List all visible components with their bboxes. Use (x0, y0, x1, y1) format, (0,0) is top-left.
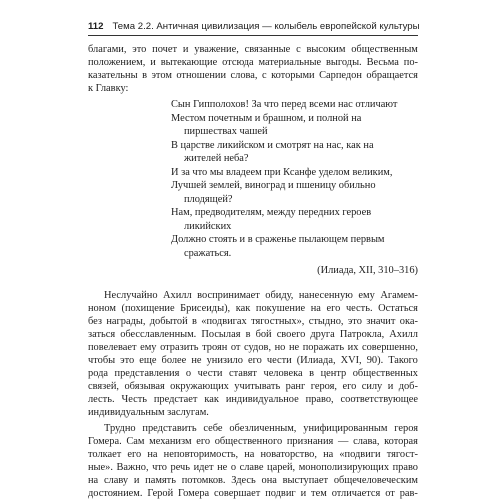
word: тягост- (386, 449, 418, 460)
verse-line: Сын Гипполохов! За что перед всеми нас отличают (171, 99, 398, 110)
text-line (88, 44, 418, 56)
word: обращается (366, 70, 418, 81)
word: ему (140, 342, 157, 353)
word: с (261, 70, 267, 81)
word: Здесь (231, 475, 256, 486)
word: толкает (88, 449, 122, 460)
word: уважение, (194, 44, 239, 55)
verse-line: Должно стоять и в сраженье пылающем первым (171, 234, 385, 245)
text-line: индивидуальным заслугам. (88, 407, 209, 418)
word: идет (193, 462, 214, 473)
word: и (133, 475, 140, 486)
word: подвиг (265, 488, 296, 499)
word: благами, (88, 44, 127, 55)
word: речь (170, 462, 191, 473)
word: казательны (88, 70, 138, 81)
word: это (347, 316, 362, 327)
text-line (104, 423, 418, 435)
verse-line: Лучшей землей, виноград и пшеницу обильно (171, 180, 376, 191)
word: слава, (353, 436, 380, 447)
word: не (288, 342, 300, 353)
word: Важно, (116, 462, 149, 473)
word: Агамем- (380, 290, 418, 301)
word: героя, (310, 381, 338, 392)
word: обесславленным. (120, 329, 197, 340)
verse-line: В царстве ликийском и смотрят на нас, как на (171, 140, 374, 151)
word: Неслучайно (104, 290, 158, 301)
word: Брисеиды), (180, 303, 231, 314)
word: судов, (244, 342, 272, 353)
word: унизило (206, 355, 243, 366)
word: механизм (149, 436, 192, 447)
word: почет (152, 44, 178, 55)
word: силу (361, 381, 383, 392)
word: тем (311, 488, 327, 499)
word: на (88, 475, 99, 486)
word: Трудно (104, 423, 136, 434)
word: без (88, 316, 102, 327)
text-line (88, 57, 418, 69)
word: связанные (244, 44, 291, 55)
word: лесть. (88, 394, 115, 405)
text-line (88, 355, 418, 367)
word: как (204, 394, 219, 405)
word: чести (197, 368, 223, 379)
word: представить (142, 423, 197, 434)
word: троян (202, 342, 228, 353)
word: чести (266, 355, 292, 366)
word: ранг (285, 381, 306, 392)
header-rule (88, 35, 418, 36)
running-header (88, 21, 418, 33)
word: отсюда (222, 57, 254, 68)
verse-line: сражаться. (184, 248, 232, 259)
word: заться (88, 329, 116, 340)
text-line (104, 290, 418, 302)
word: от (230, 342, 241, 353)
verse-line: Местом почетным и брашном, и полной на (171, 113, 362, 124)
word: отразить (160, 342, 199, 353)
word: Ахилл (389, 329, 418, 340)
word: общечеловеческим (333, 475, 418, 486)
word: рав- (399, 488, 418, 499)
word: но (274, 342, 286, 353)
word: нанесенную (298, 290, 353, 301)
word: Весьма (366, 57, 399, 68)
text-line (88, 449, 418, 461)
text-line (88, 329, 418, 341)
word: «подвигах (201, 316, 247, 327)
word: это (120, 355, 135, 366)
text-line: к Главку: (88, 83, 129, 94)
verse-line: ликийских (184, 221, 232, 232)
word: его (342, 381, 357, 392)
word: и (300, 488, 307, 499)
word: связей, (88, 381, 120, 392)
word: славу (103, 475, 129, 486)
word: и (182, 44, 189, 55)
word: рода (88, 368, 108, 379)
word: и (387, 381, 394, 392)
word: обязывая (124, 381, 165, 392)
word: вытекающие (160, 57, 218, 68)
word: ему (358, 290, 375, 301)
word: в (309, 368, 315, 379)
word: в (245, 329, 251, 340)
word: с (296, 44, 301, 55)
word: награды, (106, 316, 146, 327)
word: новаторство, (260, 449, 317, 460)
word: она (261, 475, 277, 486)
word: право (392, 462, 418, 473)
word: которая (384, 436, 418, 447)
word: значит (366, 316, 396, 327)
word: Честь (121, 394, 147, 405)
word: покушение (255, 303, 306, 314)
verse-line: жителей неба? (184, 153, 249, 164)
word: его (127, 449, 142, 460)
word: слова, (230, 70, 258, 81)
word: потомков. (181, 475, 226, 486)
word: совершенно, (361, 342, 418, 353)
word: бой (255, 329, 272, 340)
running-title: Тема 2.2. Античная цивилизация — колыбель европейской культуры (112, 21, 420, 32)
word: его (326, 303, 341, 314)
word: высоким (306, 44, 346, 55)
text-line (88, 342, 418, 354)
word: память (145, 475, 176, 486)
text-line (88, 70, 418, 82)
word: на (244, 449, 255, 460)
word: тягостных», (251, 316, 305, 327)
word: Сам (126, 436, 145, 447)
verse-line: пиршествах чашей (184, 126, 268, 137)
word: выгоды. (326, 57, 362, 68)
word: монополизирующих (298, 462, 390, 473)
word: чтобы (88, 355, 116, 366)
word: общественного (214, 436, 283, 447)
word: о (230, 462, 237, 473)
word: его (196, 436, 211, 447)
word: (похищение (121, 303, 175, 314)
word: в (192, 316, 197, 327)
word: что (152, 462, 167, 473)
word: его (248, 355, 262, 366)
word: Герой (147, 488, 174, 499)
word: ные». (88, 462, 113, 473)
word: стыдно, (308, 316, 344, 327)
word: положением, (88, 57, 146, 68)
word: на (147, 449, 158, 460)
word: отличается (331, 488, 381, 499)
word: ока- (399, 316, 418, 327)
word: повелевает (88, 342, 137, 353)
word: индивидуальное (225, 394, 299, 405)
word: обезличенным, (229, 423, 297, 434)
word: славе (239, 462, 264, 473)
word: человека (263, 368, 303, 379)
word: поражать (302, 342, 345, 353)
word: как (235, 303, 251, 314)
word: право, (305, 394, 334, 405)
page-number: 112 (88, 21, 104, 32)
verse-line: И за что мы владеем при Ксанфе уделом великим, (171, 167, 393, 178)
word: честь. (345, 303, 373, 314)
word: обиду, (265, 290, 294, 301)
word: себе (203, 423, 223, 434)
word: — (338, 436, 349, 447)
word: более (161, 355, 187, 366)
text-line (88, 488, 418, 500)
word: признания (286, 436, 334, 447)
word: Сарпедон (319, 70, 362, 81)
word: по- (403, 57, 418, 68)
quote-source: (Илиада, XII, 310–316) (317, 265, 418, 276)
word: Ахилл (163, 290, 192, 301)
word: XVI, (340, 355, 362, 366)
word: царей, (267, 462, 296, 473)
word: неповторимость, (163, 449, 239, 460)
word: это (132, 44, 147, 55)
word: (Илиада, (296, 355, 336, 366)
word: доб- (398, 381, 418, 392)
verse-line: Нам, предводителям, между передних героев (171, 207, 372, 218)
word: окружающих (170, 381, 229, 392)
word: еще (139, 355, 157, 366)
word: выступает (282, 475, 329, 486)
word: добытой (149, 316, 188, 327)
text-line (88, 368, 418, 380)
verse-line: плодящей? (184, 194, 233, 205)
text-line (88, 316, 418, 328)
word: центр (320, 368, 347, 379)
word: не (191, 355, 202, 366)
word: учитывать (234, 381, 281, 392)
word: воспринимает (197, 290, 260, 301)
word: своего (276, 329, 306, 340)
text-line (88, 475, 418, 487)
word: Посылая (201, 329, 241, 340)
word: 90). (366, 355, 384, 366)
word: общественных (352, 368, 418, 379)
word: отношении (176, 70, 227, 81)
word: о (185, 368, 192, 379)
word: героя (394, 423, 418, 434)
word: не (217, 462, 228, 473)
word: общественным (351, 44, 418, 55)
word: унифицированным (303, 423, 388, 434)
word: и (150, 57, 156, 68)
word: ноном (88, 303, 116, 314)
word: Патроклa, (339, 329, 385, 340)
word: Гомера (178, 488, 210, 499)
word: на (323, 449, 334, 460)
text-line (88, 381, 418, 393)
word: Остаться (378, 303, 418, 314)
word: «подвиги (339, 449, 381, 460)
word: друга (310, 329, 335, 340)
word: этом (151, 70, 172, 81)
text-line (88, 303, 418, 315)
word: Гомера. (88, 436, 122, 447)
word: материальные (258, 57, 322, 68)
word: на (310, 303, 321, 314)
word: ставят (228, 368, 257, 379)
text-line (88, 394, 418, 406)
word: достоянием. (88, 488, 143, 499)
text-line (88, 462, 418, 474)
word: предстает (153, 394, 198, 405)
word: их (347, 342, 359, 353)
word: от (385, 488, 395, 499)
word: в (142, 70, 147, 81)
text-line (88, 436, 418, 448)
word: соответствующее (340, 394, 418, 405)
word: Такого (388, 355, 418, 366)
word: которыми (271, 70, 315, 81)
word: совершает (214, 488, 261, 499)
word: представления (114, 368, 180, 379)
